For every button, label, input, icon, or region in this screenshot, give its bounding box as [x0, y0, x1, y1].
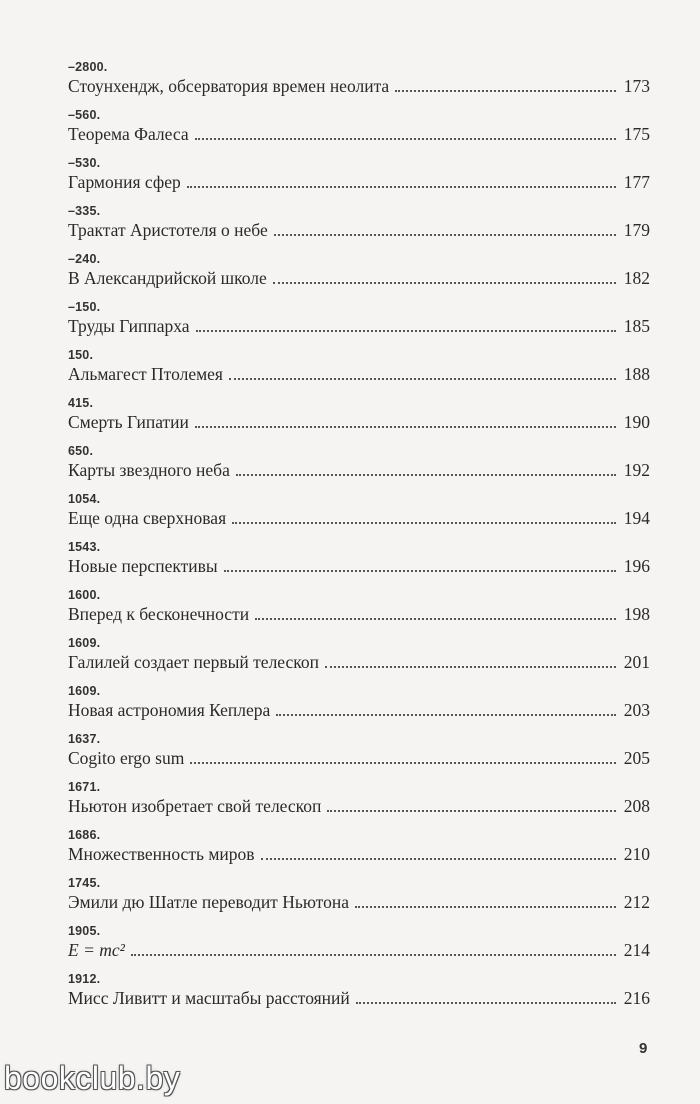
entry-page-number: 201: [623, 652, 650, 672]
entry-title: Мисс Ливитт и масштабы расстояний: [68, 988, 350, 1008]
entry-year: 1609.: [68, 636, 101, 650]
entry-page-number: 185: [623, 316, 650, 336]
toc-entry: [68, 632, 650, 680]
toc-entry: [68, 200, 650, 248]
entry-line: [68, 987, 650, 1009]
dot-leader: [276, 714, 615, 716]
entry-line: [68, 891, 650, 913]
entry-page-number: 210: [623, 844, 650, 864]
toc-entry: [68, 920, 650, 968]
entry-line: [68, 267, 650, 289]
dot-leader: [325, 666, 616, 668]
toc-entry: [68, 872, 650, 920]
dot-leader: [229, 378, 616, 380]
toc-entry: [68, 56, 650, 104]
entry-title: Галилей создает первый телескоп: [68, 652, 320, 672]
toc-entry: [68, 344, 650, 392]
entry-line: [68, 603, 650, 625]
entry-title: Альмагест Птолемея: [68, 364, 223, 384]
table-of-contents: [68, 56, 650, 1016]
entry-title: Трактат Аристотеля о небе: [68, 220, 268, 240]
dot-leader: [131, 954, 616, 956]
entry-year: –335.: [68, 204, 101, 218]
dot-leader: [261, 858, 616, 860]
entry-year: 650.: [68, 444, 94, 458]
entry-title: Эмили дю Шатле переводит Ньютона: [68, 892, 349, 912]
toc-entry: [68, 680, 650, 728]
entry-page-number: 177: [623, 172, 650, 192]
page-number: 9: [639, 1040, 648, 1057]
entry-year: 1637.: [68, 732, 101, 746]
entry-line: [68, 651, 650, 673]
entry-page-number: 214: [623, 940, 650, 960]
entry-line: [68, 219, 650, 241]
toc-entry: [68, 728, 650, 776]
entry-page-number: 196: [623, 556, 650, 576]
entry-year: 1543.: [68, 540, 101, 554]
entry-year: 1600.: [68, 588, 101, 602]
entry-line: [68, 699, 650, 721]
entry-line: [68, 171, 650, 193]
dot-leader: [273, 282, 616, 284]
entry-year: 1912.: [68, 972, 101, 986]
toc-entry: [68, 536, 650, 584]
entry-year: –2800.: [68, 60, 108, 74]
toc-entry: [68, 776, 650, 824]
entry-year: –150.: [68, 300, 101, 314]
entry-title: Множественность миров: [68, 844, 255, 864]
dot-leader: [255, 618, 616, 620]
dot-leader: [195, 138, 616, 140]
entry-line: [68, 747, 650, 769]
toc-entry: [68, 824, 650, 872]
dot-leader: [232, 522, 616, 524]
entry-line: [68, 459, 650, 481]
entry-title: Новые перспективы: [68, 556, 218, 576]
entry-page-number: 208: [623, 796, 650, 816]
toc-entry: [68, 488, 650, 536]
dot-leader: [236, 474, 616, 476]
entry-title: Еще одна сверхновая: [68, 508, 227, 528]
toc-entry: [68, 968, 650, 1016]
dot-leader: [190, 762, 615, 764]
toc-entry: [68, 392, 650, 440]
entry-line: [68, 75, 650, 97]
entry-title: Труды Гиппарха: [68, 316, 190, 336]
entry-page-number: 190: [623, 412, 650, 432]
entry-line: [68, 555, 650, 577]
dot-leader: [355, 906, 616, 908]
watermark: bookclub.by: [4, 1060, 181, 1096]
entry-title: Вперед к бесконечности: [68, 604, 250, 624]
entry-page-number: 182: [623, 268, 650, 288]
entry-year: 1671.: [68, 780, 101, 794]
toc-entry: [68, 440, 650, 488]
entry-page-number: 212: [623, 892, 650, 912]
toc-entry: [68, 104, 650, 152]
entry-line: [68, 411, 650, 433]
entry-year: –530.: [68, 156, 101, 170]
entry-year: 1609.: [68, 684, 101, 698]
entry-year: –240.: [68, 252, 101, 266]
entry-title: Cogito ergo sum: [68, 748, 185, 768]
entry-title: Стоунхендж, обсерватория времен неолита: [68, 76, 390, 96]
entry-title: E = mc²: [68, 940, 125, 960]
dot-leader: [274, 234, 616, 236]
entry-title: Смерть Гипатии: [68, 412, 189, 432]
dot-leader: [196, 330, 616, 332]
entry-title: Теорема Фалеса: [68, 124, 189, 144]
entry-page-number: 203: [623, 700, 650, 720]
entry-year: –560.: [68, 108, 101, 122]
dot-leader: [187, 186, 616, 188]
entry-year: 1745.: [68, 876, 101, 890]
entry-title: Гармония сфер: [68, 172, 181, 192]
entry-title: В Александрийской школе: [68, 268, 267, 288]
entry-title: Карты звездного неба: [68, 460, 230, 480]
entry-page-number: 188: [623, 364, 650, 384]
entry-line: [68, 795, 650, 817]
entry-page-number: 175: [623, 124, 650, 144]
entry-page-number: 205: [623, 748, 650, 768]
entry-page-number: 216: [623, 988, 650, 1008]
entry-year: 415.: [68, 396, 94, 410]
toc-entry: [68, 152, 650, 200]
entry-line: [68, 843, 650, 865]
entry-page-number: 179: [623, 220, 650, 240]
toc-entry: [68, 584, 650, 632]
entry-title: Новая астрономия Кеплера: [68, 700, 271, 720]
entry-title: Ньютон изобретает свой телескоп: [68, 796, 322, 816]
entry-page-number: 173: [623, 76, 650, 96]
toc-entry: [68, 248, 650, 296]
entry-line: [68, 363, 650, 385]
dot-leader: [195, 426, 616, 428]
entry-line: [68, 123, 650, 145]
entry-page-number: 198: [623, 604, 650, 624]
dot-leader: [224, 570, 616, 572]
toc-entry: [68, 296, 650, 344]
entry-line: [68, 315, 650, 337]
entry-year: 150.: [68, 348, 94, 362]
entry-year: 1686.: [68, 828, 101, 842]
dot-leader: [356, 1002, 616, 1004]
entry-line: [68, 507, 650, 529]
entry-page-number: 192: [623, 460, 650, 480]
entry-year: 1054.: [68, 492, 101, 506]
dot-leader: [327, 810, 615, 812]
entry-line: [68, 939, 650, 961]
entry-page-number: 194: [623, 508, 650, 528]
dot-leader: [395, 90, 616, 92]
entry-year: 1905.: [68, 924, 101, 938]
